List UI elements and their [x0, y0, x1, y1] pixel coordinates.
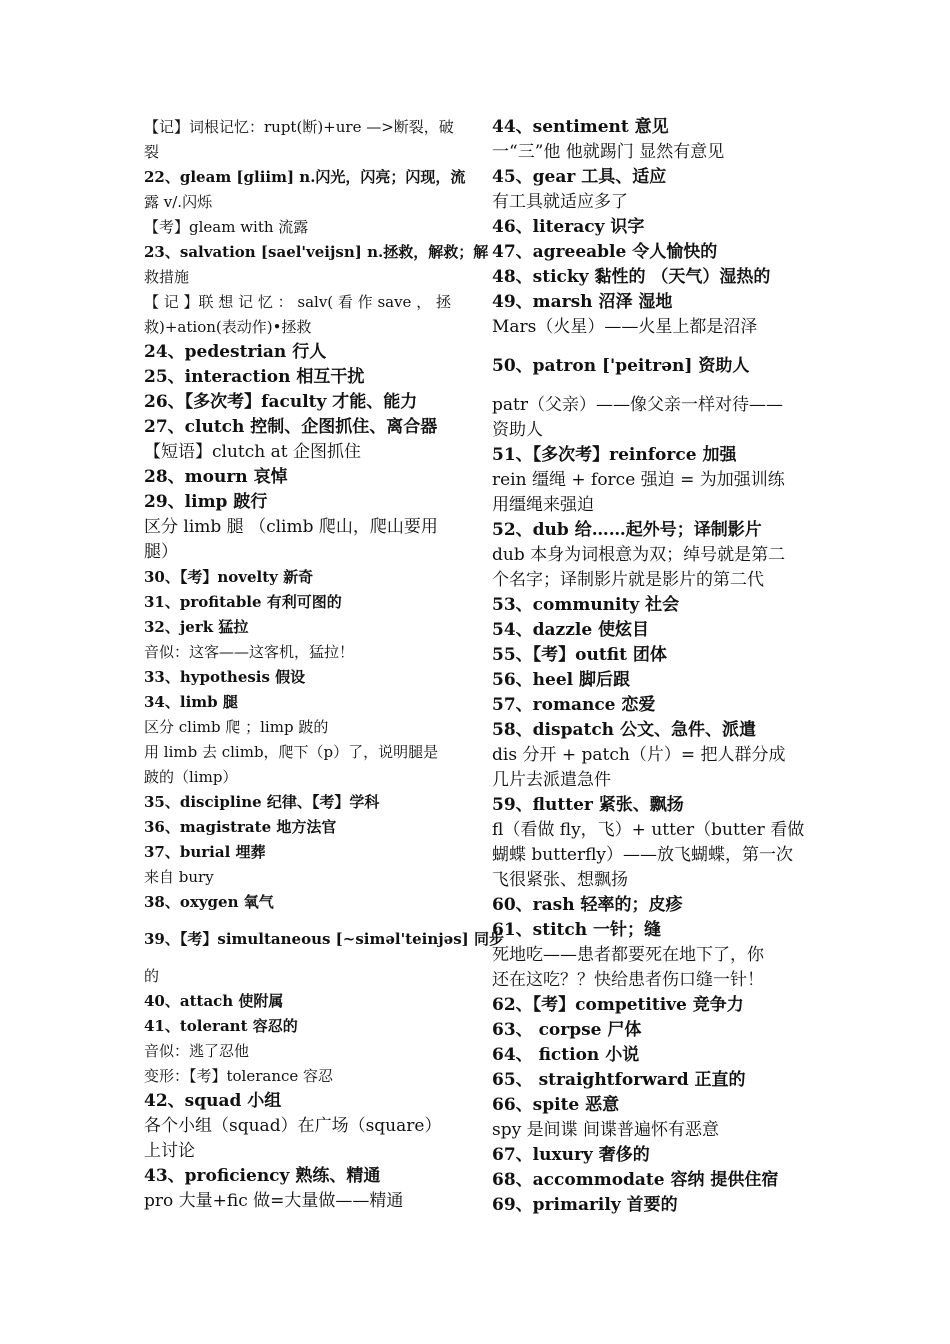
text-line: patr（父亲）——像父亲一样对待—— — [492, 395, 783, 415]
variant-note: 变形：【考】tolerance 容忍 — [144, 1067, 334, 1085]
vocab-entry-61: 61、stitch 一针；缝 — [492, 920, 662, 940]
vocab-entry-30: 30、【考】novelty 新奇 — [144, 568, 314, 586]
vocab-entry-44: 44、sentiment 意见 — [492, 117, 669, 137]
exam-note: 【考】gleam with 流露 — [144, 218, 309, 236]
vocab-entry-28: 28、mourn 哀悼 — [144, 467, 288, 487]
text-line: 腿） — [144, 542, 178, 562]
text-line: 裂 — [144, 143, 160, 161]
origin-note: 来自 bury — [144, 868, 214, 886]
right-column — [492, 115, 814, 1218]
vocab-entry-35: 35、discipline 纪律、【考】学科 — [144, 793, 380, 811]
vocab-entry-41: 41、tolerant 容忍的 — [144, 1017, 298, 1035]
text-line: 用 limb 去 climb，爬下（p）了，说明腿是 — [144, 743, 439, 761]
vocab-entry-27: 27、clutch 控制、企图抓住、离合器 — [144, 417, 438, 437]
text-line: 几片去派遣急件 — [492, 770, 611, 790]
text-line: dis 分开 + patch（片）= 把人群分成 — [492, 745, 786, 765]
vocab-entry-38: 38、oxygen 氧气 — [144, 893, 274, 911]
vocab-entry-69: 69、primarily 首要的 — [492, 1195, 678, 1215]
vocab-entry-33: 33、hypothesis 假设 — [144, 668, 306, 686]
vocab-entry-36: 36、magistrate 地方法官 — [144, 818, 337, 836]
vocab-entry-52: 52、dub 给……起外号；译制影片 — [492, 520, 762, 540]
text-line: 个名字；译制影片就是影片的第二代 — [492, 570, 764, 590]
text-line: 死地吃——患者都要死在地下了，你 — [492, 945, 764, 965]
vocab-entry-34: 34、limb 腿 — [144, 693, 238, 711]
text-line: 有工具就适应多了 — [492, 192, 628, 212]
vocab-entry-31: 31、profitable 有利可图的 — [144, 593, 342, 611]
text-line: fl（看做 fly，飞）+ utter（butter 看做 — [492, 820, 805, 840]
vocab-entry-43: 43、proficiency 熟练、精通 — [144, 1166, 381, 1186]
vocab-entry-23: 23、salvation [sael'veijsn] n.拯救，解救；解 — [144, 243, 489, 261]
vocab-entry-29: 29、limp 跛行 — [144, 492, 268, 512]
vocab-entry-45: 45、gear 工具、适应 — [492, 167, 667, 187]
vocab-entry-48: 48、sticky 黏性的 （天气）湿热的 — [492, 267, 771, 287]
vocab-entry-49: 49、marsh 沼泽 湿地 — [492, 292, 673, 312]
text-line: 一“三”他 他就踢门 显然有意见 — [492, 142, 725, 162]
text-line: 【记】词根记忆：rupt(断)+ure —>断裂，破 — [144, 118, 454, 136]
vocab-entry-25: 25、interaction 相互干扰 — [144, 367, 365, 387]
text-line: 上讨论 — [144, 1141, 195, 1161]
vocab-entry-64: 64、 fiction 小说 — [492, 1045, 640, 1065]
text-line: Mars（火星）——火星上都是沼泽 — [492, 317, 758, 337]
vocab-entry-63: 63、 corpse 尸体 — [492, 1020, 642, 1040]
vocab-entry-32: 32、jerk 猛拉 — [144, 618, 249, 636]
vocab-entry-67: 67、luxury 奢侈的 — [492, 1145, 650, 1165]
vocab-entry-58: 58、dispatch 公文、急件、派遣 — [492, 720, 756, 740]
text-line: 用缰绳来强迫 — [492, 495, 594, 515]
vocab-entry-51: 51、【多次考】reinforce 加强 — [492, 445, 737, 465]
vocab-entry-56: 56、heel 脚后跟 — [492, 670, 631, 690]
text-line: 救)+ation(表动作)•拯救 — [144, 318, 312, 336]
vocab-entry-53: 53、community 社会 — [492, 595, 680, 615]
text-line: 救措施 — [144, 268, 190, 286]
vocab-entry-39: 39、【考】simultaneous [~siməl'teinjəs] 同步 — [144, 930, 504, 948]
text-line: 露 v/.闪烁 — [144, 193, 213, 211]
vocab-entry-46: 46、literacy 识字 — [492, 217, 645, 237]
left-column — [144, 115, 504, 1214]
vocab-entry-54: 54、dazzle 使炫目 — [492, 620, 650, 640]
text-line: 蝴蝶 butterfly）——放飞蝴蝶，第一次 — [492, 845, 794, 865]
vocab-entry-66: 66、spite 恶意 — [492, 1095, 620, 1115]
text-line: spy 是间谍 间谍普遍怀有恶意 — [492, 1120, 720, 1140]
vocab-entry-59: 59、flutter 紧张、飘扬 — [492, 795, 684, 815]
vocab-entry-62: 62、【考】competitive 竞争力 — [492, 995, 744, 1015]
text-line: dub 本身为词根意为双；绰号就是第二 — [492, 545, 786, 565]
text-line: rein 缰绳 + force 强迫 = 为加强训练 — [492, 470, 785, 490]
text-line: 跛的（limp） — [144, 768, 238, 786]
sound-note: 音似：这客——这客机，猛拉！ — [144, 643, 355, 661]
vocab-entry-42: 42、squad 小组 — [144, 1091, 282, 1111]
phrase-note: 【短语】clutch at 企图抓住 — [144, 442, 361, 462]
vocab-entry-26: 26、【多次考】faculty 才能、能力 — [144, 392, 418, 412]
vocab-entry-37: 37、burial 埋葬 — [144, 843, 266, 861]
vocab-entry-60: 60、rash 轻率的；皮疹 — [492, 895, 683, 915]
sound-note: 音似：逃了忍他 — [144, 1042, 250, 1060]
vocab-entry-22: 22、gleam [gliim] n.闪光，闪亮；闪现，流 — [144, 168, 466, 186]
memory-note: 【 记 】联 想 记 忆 ： salv( 看 作 save ， 拯 — [144, 293, 451, 311]
vocab-entry-65: 65、 straightforward 正直的 — [492, 1070, 746, 1090]
text-line: 还在这吃？？快给患者伤口缝一针！ — [492, 970, 764, 990]
text-line: 的 — [144, 967, 160, 985]
distinguish-note: 区分 climb 爬 ；limp 跛的 — [144, 718, 329, 736]
text-line: 资助人 — [492, 420, 543, 440]
distinguish-note: 区分 limb 腿 （climb 爬山，爬山要用 — [144, 517, 438, 537]
vocab-entry-55: 55、【考】outfit 团体 — [492, 645, 667, 665]
vocab-entry-24: 24、pedestrian 行人 — [144, 342, 327, 362]
vocab-entry-68: 68、accommodate 容纳 提供住宿 — [492, 1170, 779, 1190]
text-line: 飞很紧张、想飘扬 — [492, 870, 628, 890]
text-line: 各个小组（squad）在广场（square） — [144, 1116, 442, 1136]
vocab-entry-40: 40、attach 使附属 — [144, 992, 284, 1010]
vocab-entry-57: 57、romance 恋爱 — [492, 695, 656, 715]
vocab-entry-50: 50、patron ['peitrən] 资助人 — [492, 356, 750, 376]
text-line: pro 大量+fic 做=大量做——精通 — [144, 1191, 404, 1211]
vocab-entry-47: 47、agreeable 令人愉快的 — [492, 242, 718, 262]
